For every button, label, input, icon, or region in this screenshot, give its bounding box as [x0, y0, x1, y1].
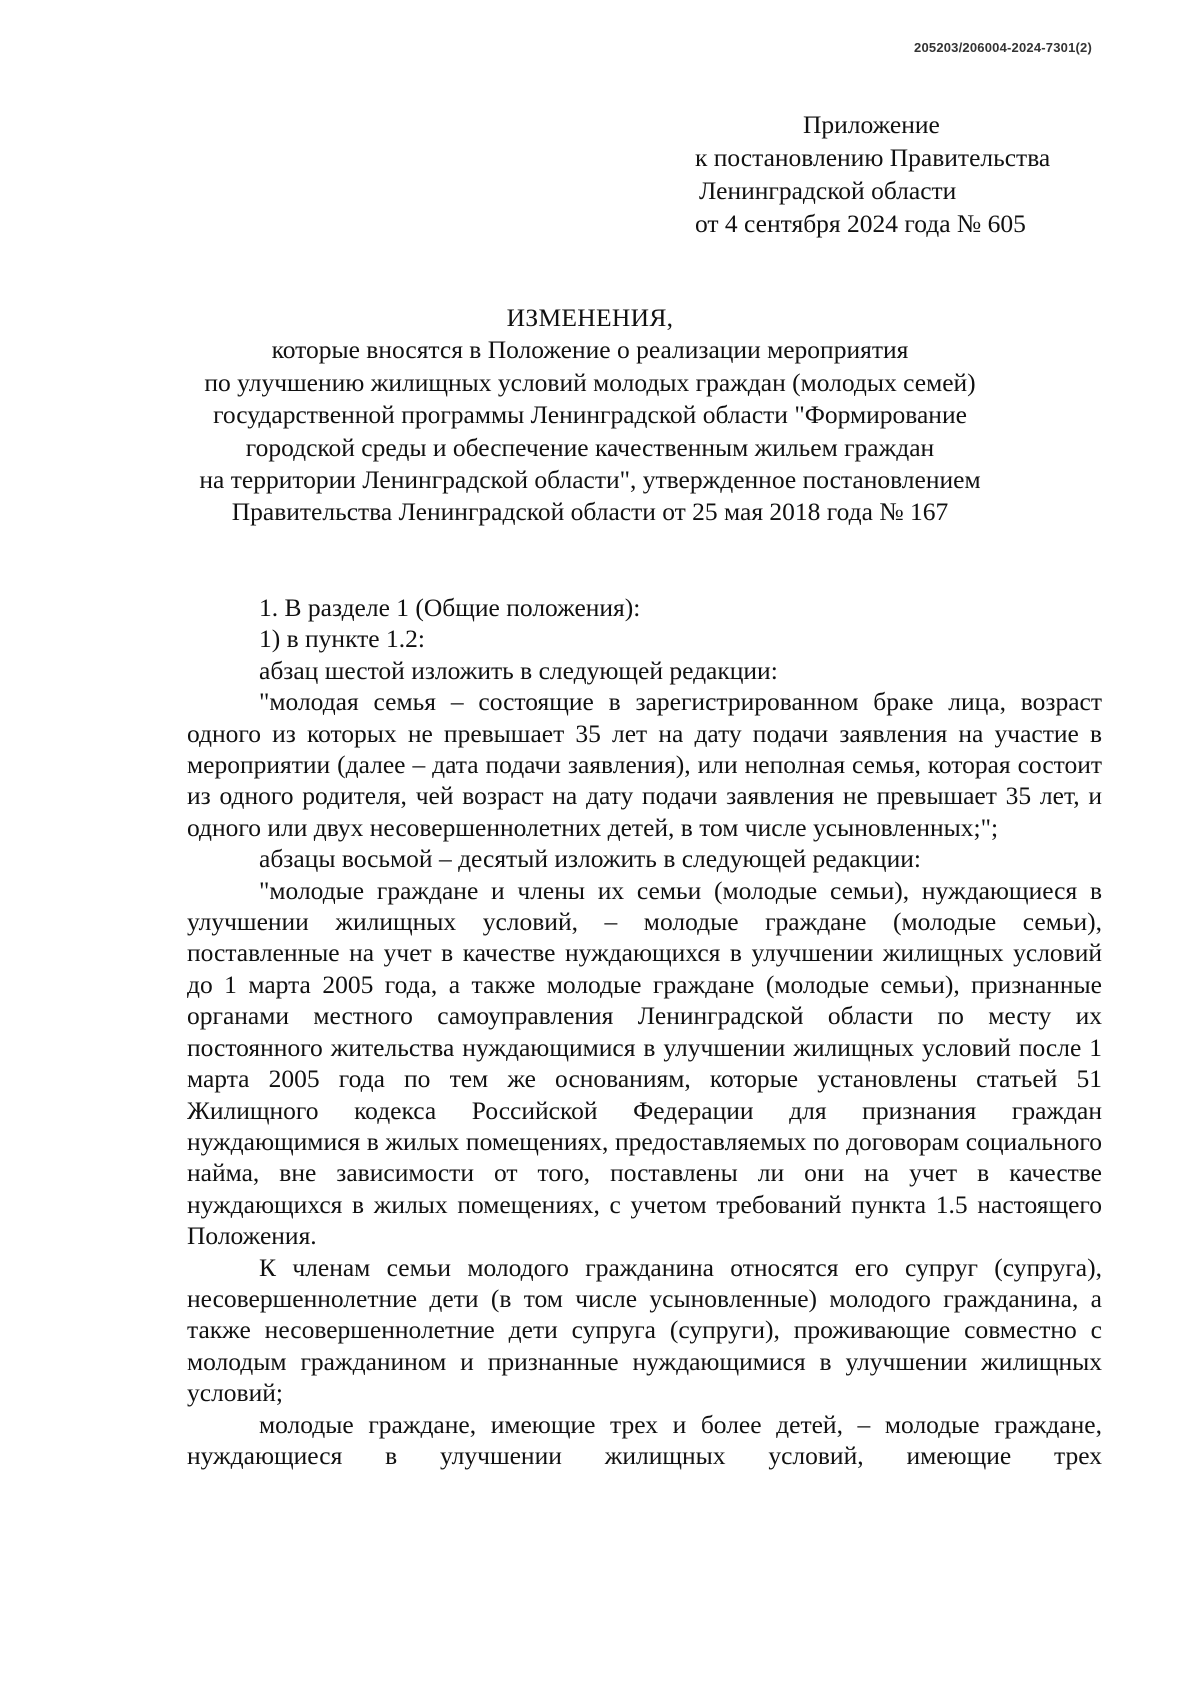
body-paragraph: 1. В разделе 1 (Общие положения): [259, 593, 641, 622]
document-heading [150, 302, 1030, 529]
appendix-line: к постановлению Правительства [695, 143, 1051, 172]
body-paragraph: абзацы восьмой – десятый изложить в следующей редакции: [259, 844, 921, 874]
document-registration-code: 205203/206004-2024-7301(2) [914, 40, 1092, 55]
heading-line: городской среды и обеспечение качественным жильем граждан [245, 432, 935, 462]
body-paragraph: "молодые граждане и члены их семьи (молодые семьи), нуждающиеся в улучшении жилищных условий, – молодые граждане (молодые семьи), поставленные на учет в качестве нуждающихся в улучшении жилищных условий до 1 марта 2005 года, а также молодые граждане (молодые семьи), признанные органами местного самоуправления Ленинградской области по месту их постоянного жительства нуждающимися в улучшении жилищных условий после 1 марта 2005 года по тем же основаниям, которые установлены статьей 51 Жилищного кодекса Российской Федерации для признания граждан нуждающимися в жилых помещениях, предоставляемых по договорам социального найма, вне зависимости от того, поставлены ли они на учет в качестве нуждающихся в жилых помещениях, с учетом требований пункта 1.5 настоящего Положения. [187, 875, 1102, 1251]
appendix-line: Ленинградской области [699, 176, 957, 205]
appendix-block [695, 108, 1115, 240]
document-body [187, 592, 1102, 1471]
heading-line: на территории Ленинградской области", утвержденное постановлением [199, 465, 981, 495]
body-paragraph: молодые граждане, имеющие трех и более детей, – молодые граждане, нуждающиеся в улучшении жилищных условий, имеющие трех [187, 1409, 1102, 1470]
heading-line: Правительства Ленинградской области от 25 мая 2018 года № 167 [231, 497, 949, 527]
heading-line: по улучшению жилищных условий молодых граждан (молодых семей) [204, 367, 976, 397]
heading-line: государственной программы Ленинградской области "Формирование [213, 400, 967, 430]
appendix-line: Приложение [803, 110, 940, 139]
heading-title: ИЗМЕНЕНИЯ, [506, 303, 674, 332]
body-paragraph: "молодая семья – состоящие в зарегистрированном браке лица, возраст одного из которых не превышает 35 лет на дату подачи заявления на участие в мероприятии (далее – дата подачи заявления), или неполная семья, которая состоит из одного родителя, чей возраст на дату подачи заявления не превышает 35 лет, и одного или двух несовершеннолетних детей, в том числе усыновленных;"; [187, 687, 1102, 842]
appendix-line: от 4 сентября 2024 года № 605 [695, 209, 1026, 238]
body-paragraph: абзац шестой изложить в следующей редакции: [259, 655, 778, 685]
body-paragraph: К членам семьи молодого гражданина относятся его супруг (супруга), несовершеннолетние дети (в том числе усыновленные) молодого гражданина, а также несовершеннолетние дети супруга (супруги), проживающие совместно с молодым гражданином и признанные нуждающимися в улучшении жилищных условий; [187, 1252, 1102, 1408]
heading-line: которые вносятся в Положение о реализации мероприятия [271, 335, 909, 365]
body-paragraph: 1) в пункте 1.2: [259, 624, 425, 654]
